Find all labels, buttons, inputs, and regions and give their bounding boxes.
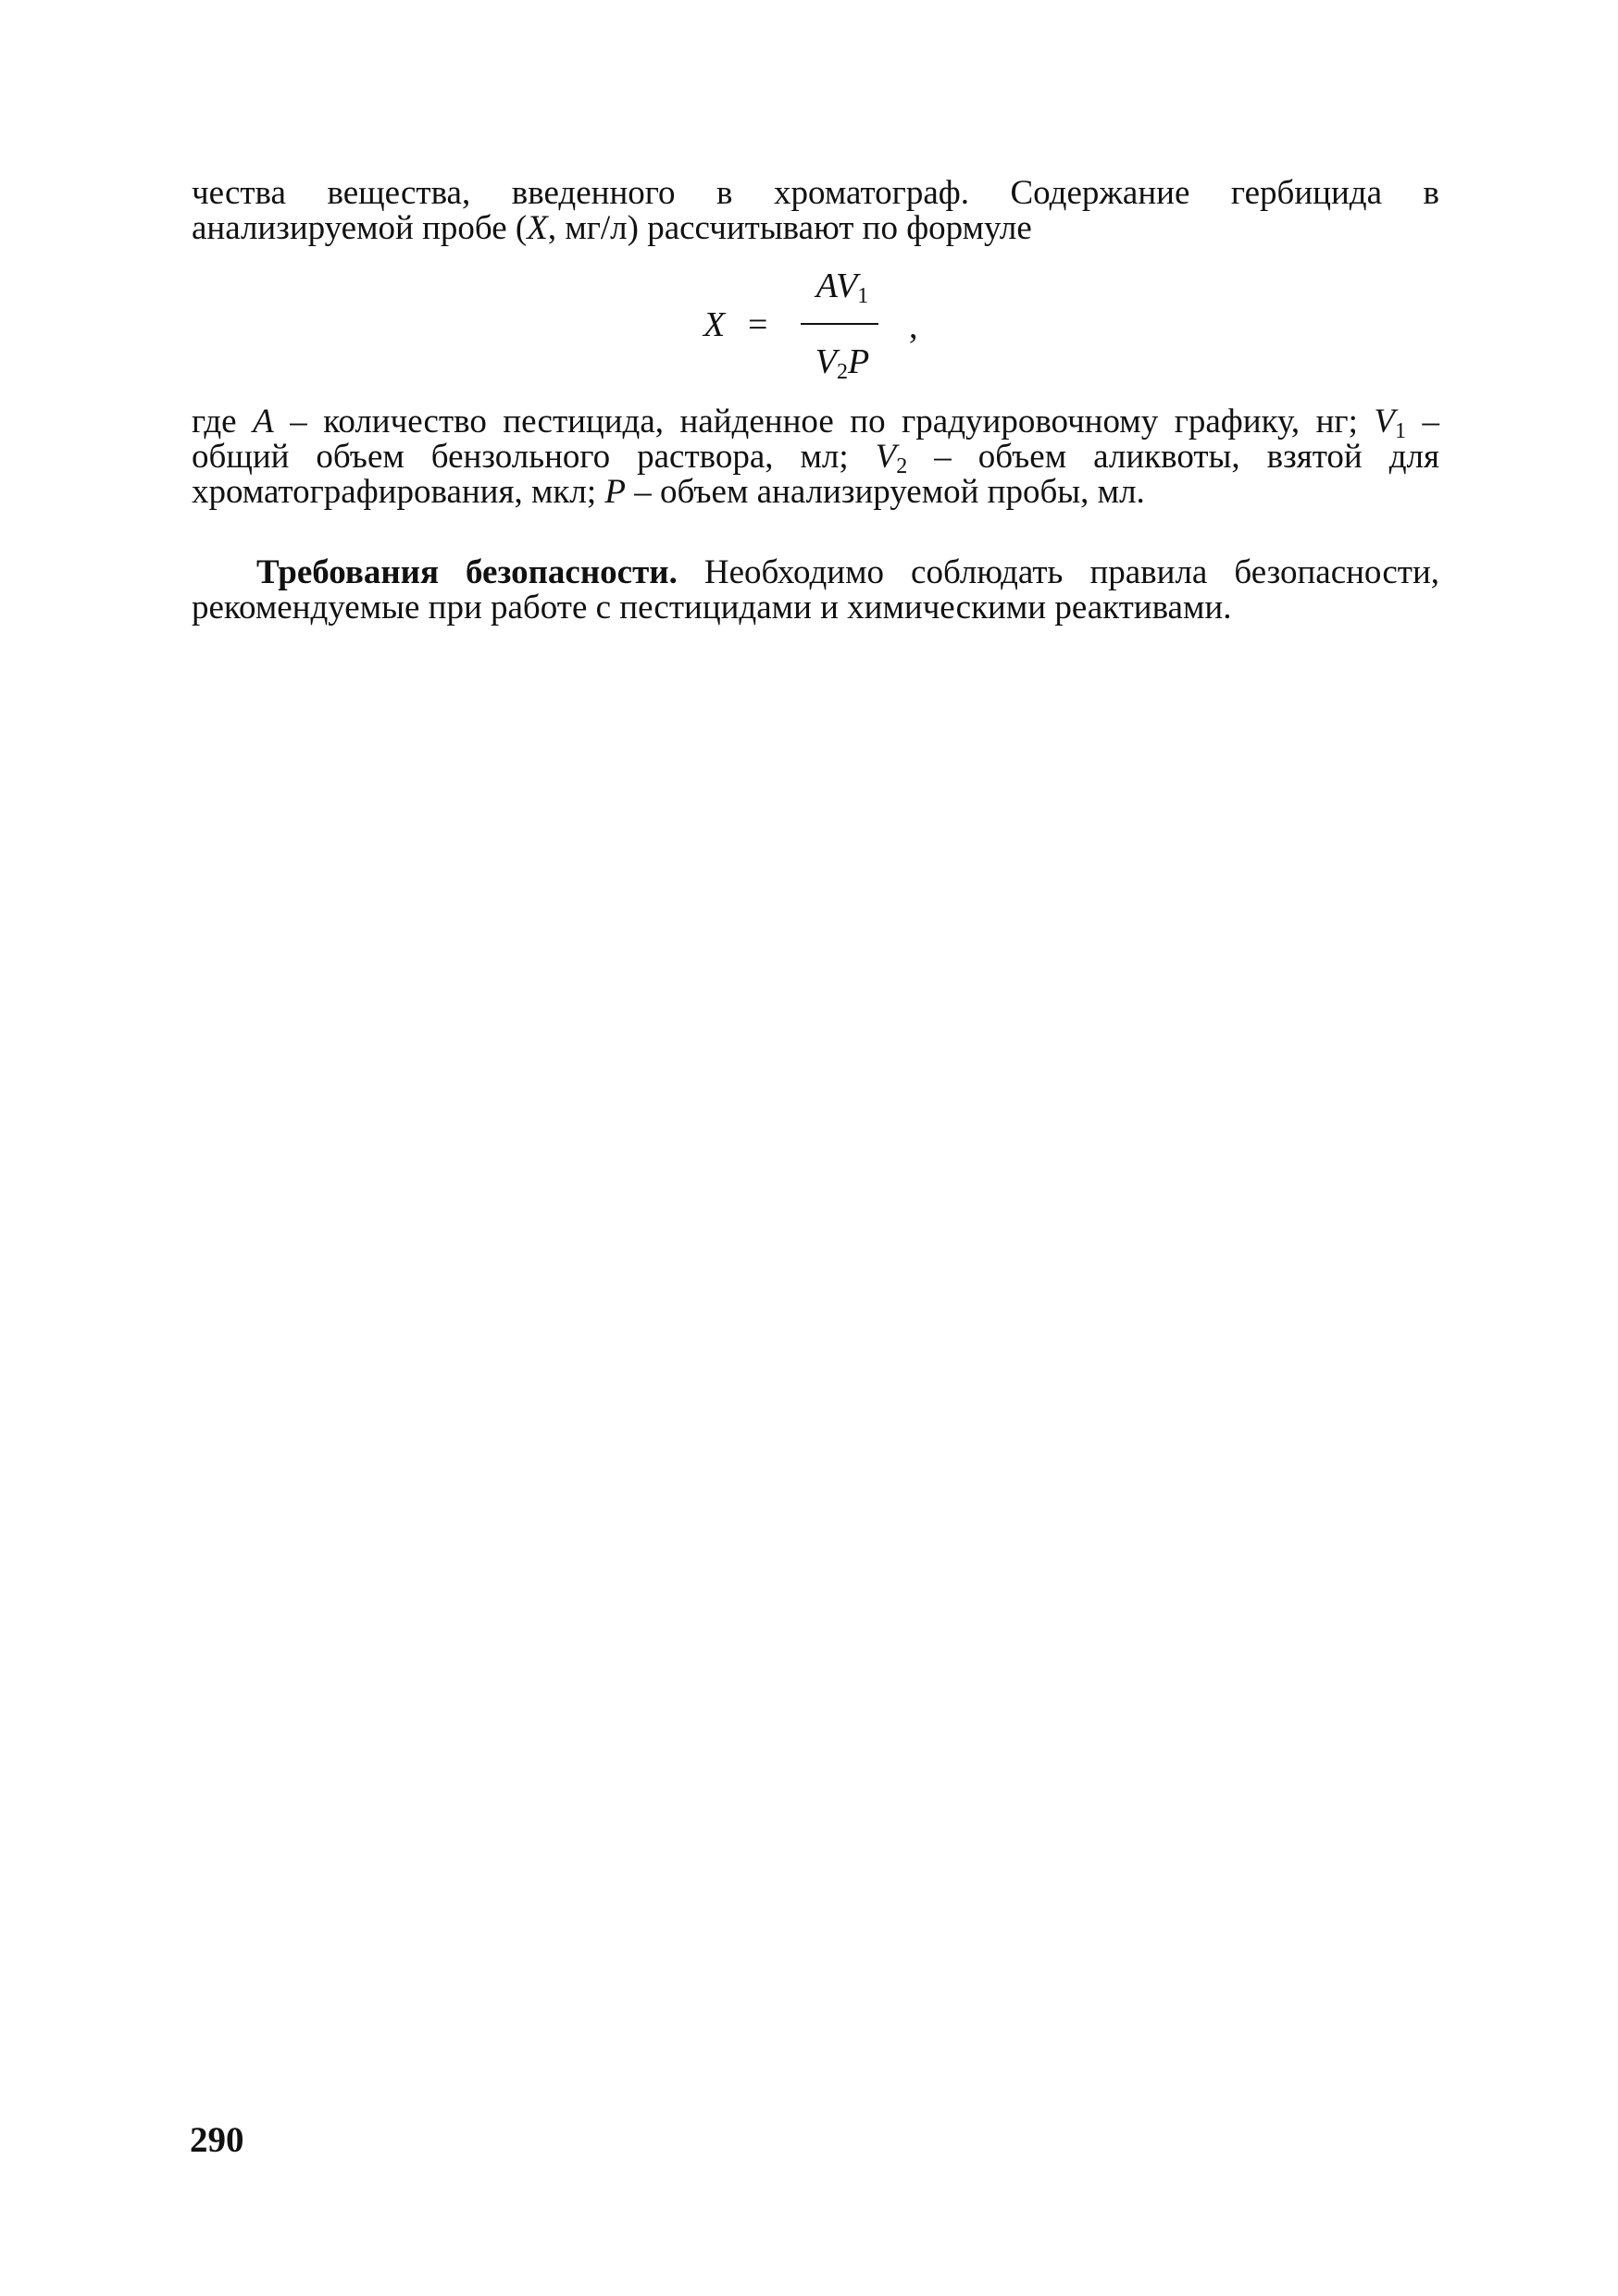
formula-fraction-bar xyxy=(801,323,878,325)
formula-numerator-text: AV xyxy=(815,267,858,305)
safety-paragraph xyxy=(192,555,1439,626)
page-number: 290 xyxy=(190,2120,244,2160)
formula xyxy=(703,266,981,386)
formula-denominator xyxy=(801,341,884,382)
variable-v2 xyxy=(876,438,908,476)
safety-text xyxy=(192,555,1439,626)
formula-comma: , xyxy=(909,307,918,346)
variable-v1 xyxy=(1374,403,1406,441)
definitions-where: где xyxy=(192,403,254,441)
variable-x: X xyxy=(527,209,548,247)
intro-line-1 xyxy=(192,176,1439,211)
intro-line-2 xyxy=(192,211,1439,246)
formula-lhs: X xyxy=(703,305,726,344)
variable-p: P xyxy=(604,473,626,511)
definitions-a-text: – количество пестицида, найденное по градуировочному графику, нг; xyxy=(273,403,1375,441)
variable-v2-sub: 2 xyxy=(896,454,908,478)
variable-v2-letter: V xyxy=(875,438,897,476)
formula-denominator-v: V xyxy=(815,342,837,381)
safety-heading: Требования безопасности. xyxy=(256,553,678,591)
intro-line-2-text: анализируемой пробе ( xyxy=(192,209,528,247)
definitions-v1-text: – общий объем бензольного раствора, мл; xyxy=(192,403,1439,476)
definitions-v2-text: – объем аликвоты, взятой для хроматографирования, мкл; xyxy=(192,438,1439,511)
variable-a: A xyxy=(253,403,274,441)
definitions-text xyxy=(192,404,1439,510)
formula-equals: = xyxy=(748,305,768,344)
formula-denominator-sub: 2 xyxy=(837,360,848,384)
variable-v1-sub: 1 xyxy=(1394,419,1406,443)
definitions-p-text: – объем анализируемой пробы, мл. xyxy=(626,473,1145,511)
safety-body: Необходимо соблюдать правила безопасности, рекомендуемые при работе с пестицидами и химическими реактивами. xyxy=(192,553,1439,627)
intro-line-1-text: чества вещества, введенного в хроматограф. Содержание гербицида в xyxy=(192,174,1439,212)
definitions-paragraph xyxy=(192,404,1439,510)
intro-line-2-rest: , мг/л) рассчитывают по формуле xyxy=(547,209,1032,247)
formula-denominator-p: P xyxy=(848,342,870,381)
variable-v1-letter: V xyxy=(1374,403,1395,441)
intro-paragraph xyxy=(192,176,1439,246)
formula-numerator xyxy=(801,266,884,306)
formula-numerator-sub: 1 xyxy=(857,284,869,308)
